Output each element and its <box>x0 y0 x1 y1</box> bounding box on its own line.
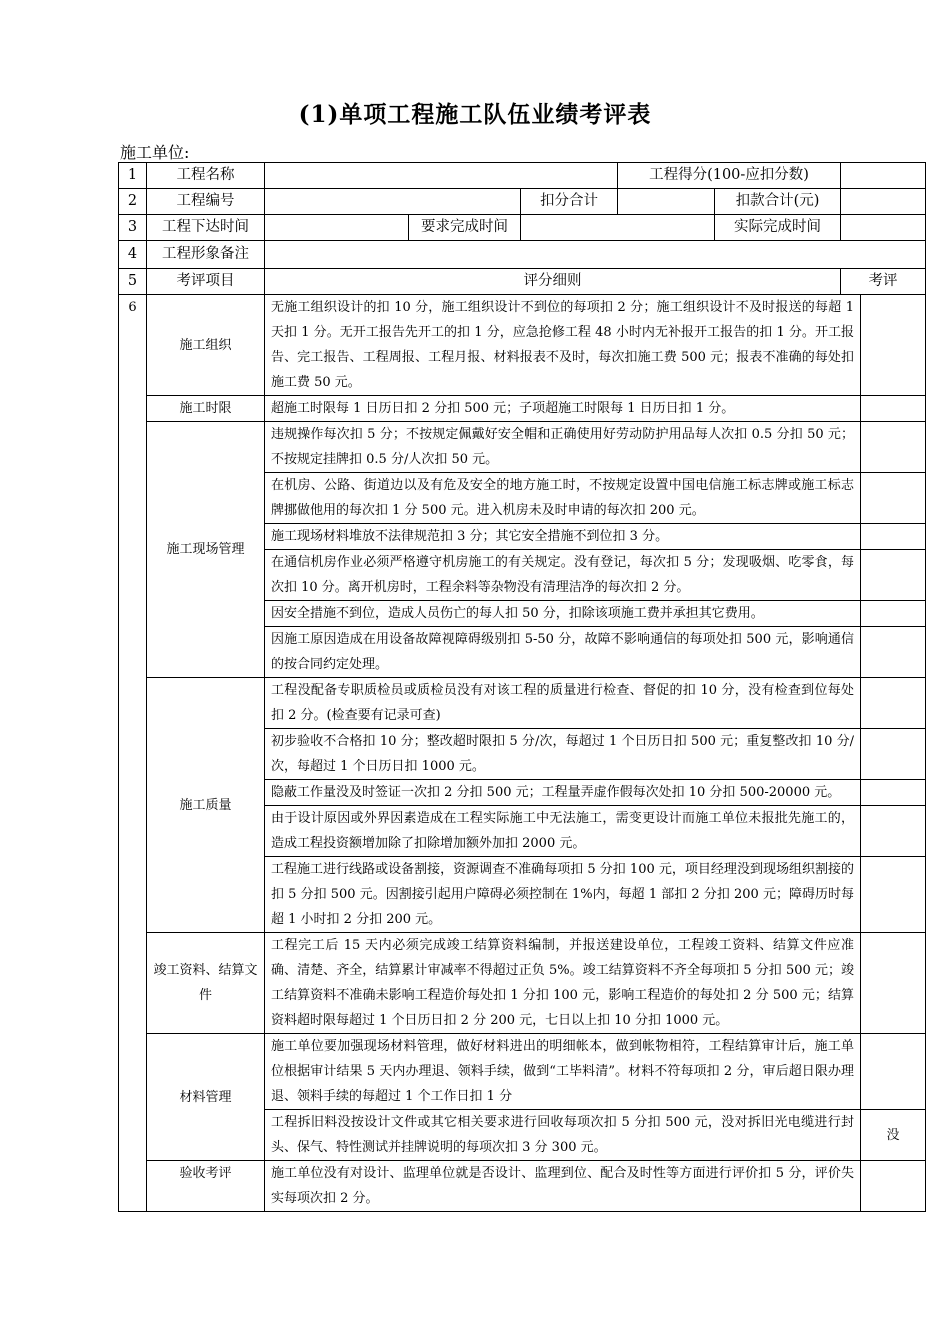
eval-cell[interactable] <box>861 729 926 780</box>
section-name: 验收考评 <box>147 1161 265 1212</box>
fine-total-cell[interactable] <box>841 189 926 215</box>
rule-text: 施工现场材料堆放不法律规范扣 3 分；其它安全措施不到位扣 3 分。 <box>265 524 861 550</box>
eval-cell[interactable] <box>861 933 926 1034</box>
image-note-label: 工程形象备注 <box>147 241 265 269</box>
section-name: 施工质量 <box>147 678 265 933</box>
eval-cell[interactable] <box>861 601 926 627</box>
required-time-label: 要求完成时间 <box>409 215 521 241</box>
eval-cell[interactable] <box>861 473 926 524</box>
rule-text: 工程施工进行线路或设备割接，资源调查不准确每项扣 5 分扣 100 元，项目经理没到现场组织割接的扣 5 分扣 500 元。因割接引起用户障碍必须控制在 1%内，每超 1 部扣 2 分扣 200 元；障碍历时每超 1 小时扣 2 分扣 200 元。 <box>265 857 861 933</box>
rule-text: 工程没配备专职质检员或质检员没有对该工程的质量进行检查、督促的扣 10 分，没有检查到位每处扣 2 分。(检查要有记录可查) <box>265 678 861 729</box>
row-number: 4 <box>119 241 147 269</box>
eval-header: 考评 <box>841 269 926 295</box>
rule-text: 由于设计原因或外界因素造成在工程实际施工中无法施工，需变更设计而施工单位未报批先施工的，造成工程投资额增加除了扣除增加额外加扣 2000 元。 <box>265 806 861 857</box>
actual-time-cell[interactable] <box>841 215 926 241</box>
project-name-label: 工程名称 <box>147 163 265 189</box>
header-row-3 <box>119 215 926 241</box>
project-code-cell[interactable] <box>265 189 521 215</box>
eval-cell[interactable] <box>861 550 926 601</box>
eval-cell[interactable] <box>861 1034 926 1110</box>
eval-cell[interactable] <box>861 524 926 550</box>
rule-text: 工程完工后 15 天内必须完成竣工结算资料编制，并报送建设单位，工程竣工资料、结算文件应准确、清楚、齐全，结算累计审减率不得超过正负 5%。竣工结算资料不齐全每项扣 5 分扣 500 元；竣工结算资料不准确未影响工程造价每处扣 1 分扣 100 元，影响工程造价的每处扣 2 分 500 元；结算资料超时限每超过 1 个日历日扣 2 分 200 元，七日以上扣 10 分扣 1000 元。 <box>265 933 861 1034</box>
table-row <box>119 422 926 473</box>
issue-time-cell[interactable] <box>265 215 409 241</box>
rule-text: 超施工时限每 1 日历日扣 2 分扣 500 元；子项超施工时限每 1 日历日扣 1 分。 <box>265 396 861 422</box>
header-row-2 <box>119 189 926 215</box>
page-title: (1)单项工程施工队伍业绩考评表 <box>298 101 652 128</box>
row-number: 5 <box>119 269 147 295</box>
eval-cell[interactable] <box>861 678 926 729</box>
rule-text: 因安全措施不到位，造成人员伤亡的每人扣 50 分，扣除该项施工费并承担其它费用。 <box>265 601 861 627</box>
eval-item-header: 考评项目 <box>147 269 265 295</box>
row-number: 3 <box>119 215 147 241</box>
rule-text: 施工单位没有对设计、监理单位就是否设计、监理到位、配合及时性等方面进行评价扣 5 分，评价失实每项次扣 2 分。 <box>265 1161 861 1212</box>
eval-cell[interactable] <box>861 627 926 678</box>
table-row <box>119 1034 926 1110</box>
project-name-cell[interactable] <box>265 163 618 189</box>
issue-time-label: 工程下达时间 <box>147 215 265 241</box>
construction-unit-label: 施工单位: <box>120 143 190 162</box>
fine-total-label: 扣款合计(元) <box>715 189 841 215</box>
table-row <box>119 933 926 1034</box>
deduct-total-cell[interactable] <box>618 189 715 215</box>
rule-text: 违规操作每次扣 5 分；不按规定佩戴好安全帽和正确使用好劳动防护用品每人次扣 0.5 分扣 50 元；不按规定挂牌扣 0.5 分/人次扣 50 元。 <box>265 422 861 473</box>
header-row-4 <box>119 241 926 269</box>
row-number: 2 <box>119 189 147 215</box>
eval-cell[interactable] <box>861 295 926 396</box>
deduct-total-label: 扣分合计 <box>521 189 618 215</box>
row-number: 1 <box>119 163 147 189</box>
rule-text: 因施工原因造成在用设备故障视障碍级别扣 5-50 分，故障不影响通信的每项处扣 500 元，影响通信的按合同约定处理。 <box>265 627 861 678</box>
section-name: 竣工资料、结算文件 <box>147 933 265 1034</box>
project-code-label: 工程编号 <box>147 189 265 215</box>
header-row-5 <box>119 269 926 295</box>
rule-text: 在机房、公路、街道边以及有危及安全的地方施工时，不按规定设置中国电信施工标志牌或施工标志牌挪做他用的每次扣 1 分 500 元。进入机房未及时申请的每次扣 200 元。 <box>265 473 861 524</box>
section-name: 材料管理 <box>147 1034 265 1161</box>
eval-cell[interactable] <box>861 780 926 806</box>
eval-cell[interactable] <box>861 857 926 933</box>
section-name: 施工时限 <box>147 396 265 422</box>
table-row <box>119 295 926 396</box>
table-row <box>119 396 926 422</box>
actual-time-label: 实际完成时间 <box>715 215 841 241</box>
eval-cell[interactable] <box>861 1161 926 1212</box>
eval-cell[interactable]: 没 <box>861 1110 926 1161</box>
scoring-detail-header: 评分细则 <box>265 269 841 295</box>
rule-text: 初步验收不合格扣 10 分；整改超时限扣 5 分/次，每超过 1 个日历日扣 500 元；重复整改扣 10 分/次，每超过 1 个日历日扣 1000 元。 <box>265 729 861 780</box>
table-row <box>119 678 926 729</box>
evaluation-table <box>118 162 926 1212</box>
required-time-cell[interactable] <box>521 215 715 241</box>
project-score-label: 工程得分(100-应扣分数) <box>618 163 841 189</box>
rule-text: 无施工组织设计的扣 10 分，施工组织设计不到位的每项扣 2 分；施工组织设计不及时报送的每超 1 天扣 1 分。无开工报告先开工的扣 1 分，应急抢修工程 48 小时内无补报开工报告的扣 1 分。开工报告、完工报告、工程周报、工程月报、材料报表不及时，每次扣施工费 500 元；报表不准确的每处扣施工费 50 元。 <box>265 295 861 396</box>
rule-text: 施工单位要加强现场材料管理，做好材料进出的明细帐本，做到帐物相符，工程结算审计后，施工单位根据审计结果 5 天内办理退、领料手续，做到“工毕料清”。材料不符每项扣 2 分，审后超日限办理退、领料手续的每超过 1 个工作日扣 1 分 <box>265 1034 861 1110</box>
section-name: 施工现场管理 <box>147 422 265 678</box>
section-name: 施工组织 <box>147 295 265 396</box>
rule-text: 在通信机房作业必须严格遵守机房施工的有关规定。没有登记，每次扣 5 分；发现吸烟、吃零食，每次扣 10 分。离开机房时，工程余料等杂物没有清理洁净的每次扣 2 分。 <box>265 550 861 601</box>
image-note-cell[interactable] <box>265 241 926 269</box>
rule-text: 隐蔽工作量没及时签证一次扣 2 分扣 500 元；工程量弄虚作假每次处扣 10 分扣 500-20000 元。 <box>265 780 861 806</box>
rule-text: 工程拆旧料没按设计文件或其它相关要求进行回收每项次扣 5 分扣 500 元，没对拆旧光电缆进行封头、保气、特性测试并挂牌说明的每项次扣 3 分 300 元。 <box>265 1110 861 1161</box>
eval-cell[interactable] <box>861 396 926 422</box>
eval-cell[interactable] <box>861 422 926 473</box>
row-number: 6 <box>119 295 147 1212</box>
table-row <box>119 1161 926 1212</box>
project-score-cell[interactable] <box>841 163 926 189</box>
header-row-1 <box>119 163 926 189</box>
eval-cell[interactable] <box>861 806 926 857</box>
